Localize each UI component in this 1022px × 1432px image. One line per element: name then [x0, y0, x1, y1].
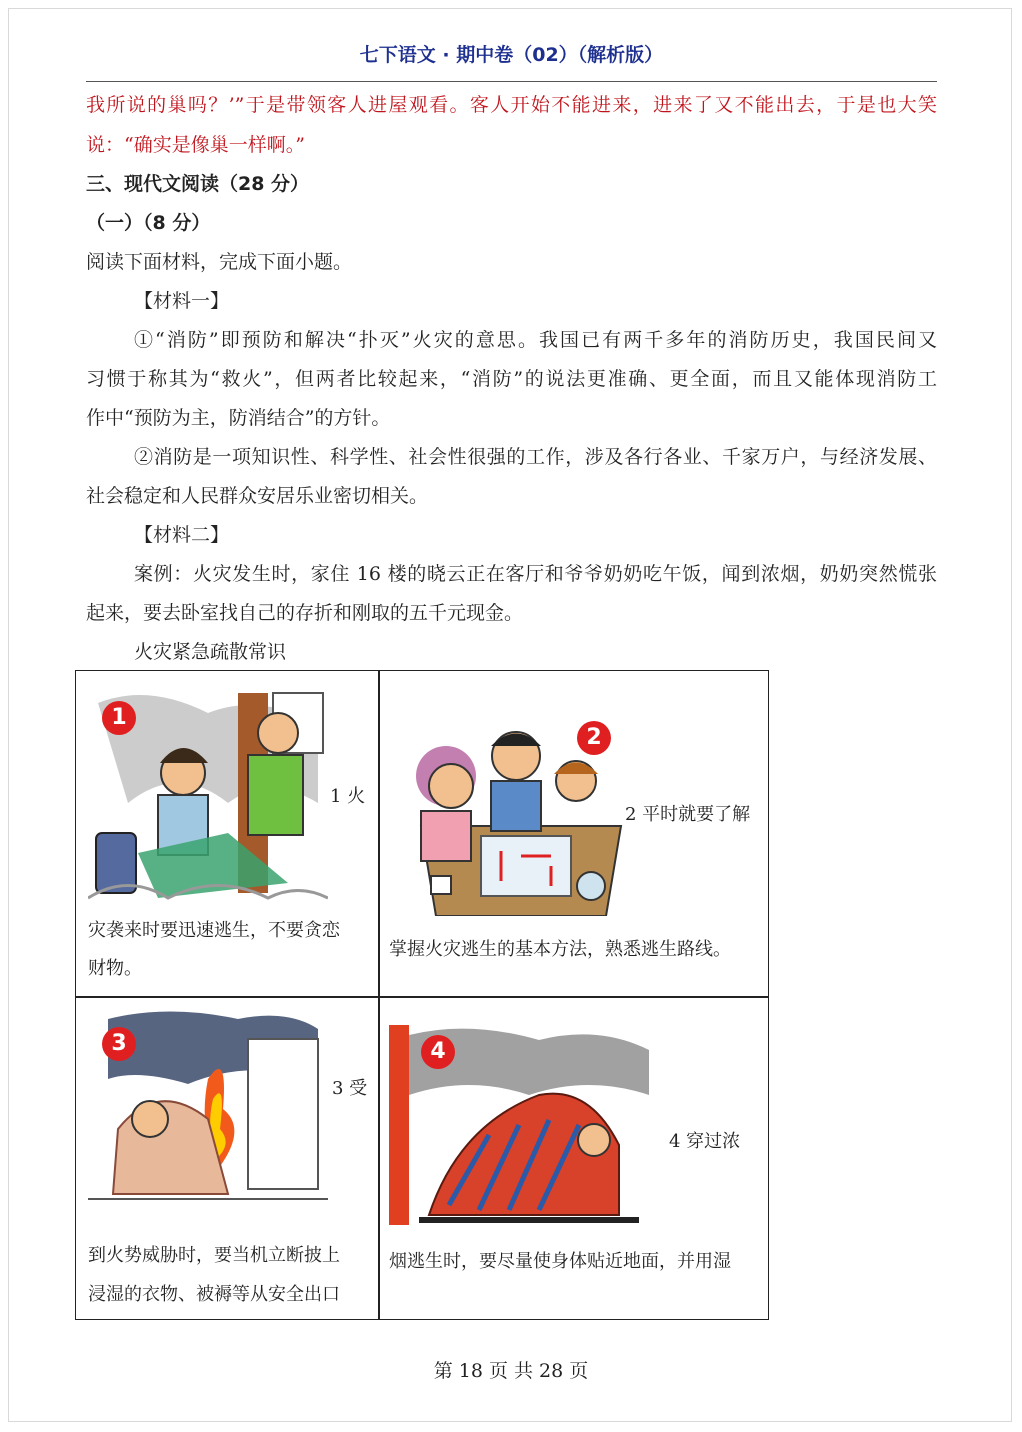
material-1-p1-line-1: ①“消防”即预防和解决“扑灭”火灾的意思。我国已有两千多年的消防历史，我国民间又	[134, 329, 937, 351]
panel-2-caption-line-1: 掌握火灾逃生的基本方法，熟悉逃生路线。	[389, 939, 731, 960]
panel-2	[379, 671, 769, 996]
material-2-label: 【材料二】	[134, 524, 230, 546]
step-1-badge: 1	[102, 701, 136, 735]
panel-1-caption-line-2: 财物。	[88, 958, 142, 979]
panel-4	[379, 997, 769, 1321]
panel-4-caption-line-1: 烟逃生时，要尽量使身体贴近地面，并用湿	[389, 1251, 731, 1272]
section-title: 三、现代文阅读（28 分）	[86, 173, 310, 195]
evacuation-chart-title: 火灾紧急疏散常识	[134, 641, 287, 663]
material-2-case-line-1: 案例：火灾发生时，家住 16 楼的晓云正在客厅和爷爷奶奶吃午饭，闻到浓烟，奶奶突然慌张	[134, 563, 937, 585]
header-divider	[86, 81, 937, 82]
step-2-badge: 2	[577, 721, 611, 755]
panel-3	[76, 997, 378, 1321]
material-1-p2-line-1: ②消防是一项知识性、科学性、社会性很强的工作，涉及各行各业、千家万户，与经济发展、	[134, 446, 937, 468]
page-header-title: 七下语文 · 期中卷（02）（解析版）	[359, 44, 664, 66]
panel-3-caption-line-1: 到火势威胁时，要当机立断披上	[88, 1245, 340, 1266]
panel-3-caption-line-2: 浸湿的衣物、被褥等从安全出口	[88, 1284, 340, 1305]
step-3-badge: 3	[102, 1027, 136, 1061]
evacuation-tips-grid	[75, 670, 769, 1320]
panel-1-caption-line-1: 灾袭来时要迅速逃生，不要贪恋	[88, 920, 340, 941]
section-subtitle: （一）（8 分）	[86, 212, 211, 234]
answer-text-line-2: 说：“确实是像巢一样啊。”	[86, 134, 305, 156]
material-1-label: 【材料一】	[134, 290, 230, 312]
instruction-text: 阅读下面材料，完成下面小题。	[86, 251, 353, 273]
answer-text-line-1: 我所说的巢吗？’”于是带领客人进屋观看。客人开始不能进来，进来了又不能出去，于是也大笑	[86, 94, 937, 116]
material-1-p2-line-2: 社会稳定和人民群众安居乐业密切相关。	[86, 485, 429, 507]
panel-2-side-text: 2 平时就要了解	[625, 804, 751, 825]
panel-3-side-text: 3 受	[332, 1078, 368, 1099]
panel-1-side-text: 1 火	[330, 786, 366, 807]
step-4-badge: 4	[421, 1035, 455, 1069]
material-2-case-line-2: 起来，要去卧室找自己的存折和刚取的五千元现金。	[86, 602, 524, 624]
panel-4-side-text: 4 穿过浓	[669, 1131, 741, 1152]
material-1-p1-line-2: 习惯于称其为“救火”，但两者比较起来，“消防”的说法更准确、更全面，而且又能体现消防工	[86, 368, 937, 390]
material-1-p1-line-3: 作中“预防为主，防消结合”的方针。	[86, 407, 391, 429]
panel-1	[76, 671, 378, 996]
page-number: 第 18 页 共 28 页	[433, 1360, 589, 1382]
